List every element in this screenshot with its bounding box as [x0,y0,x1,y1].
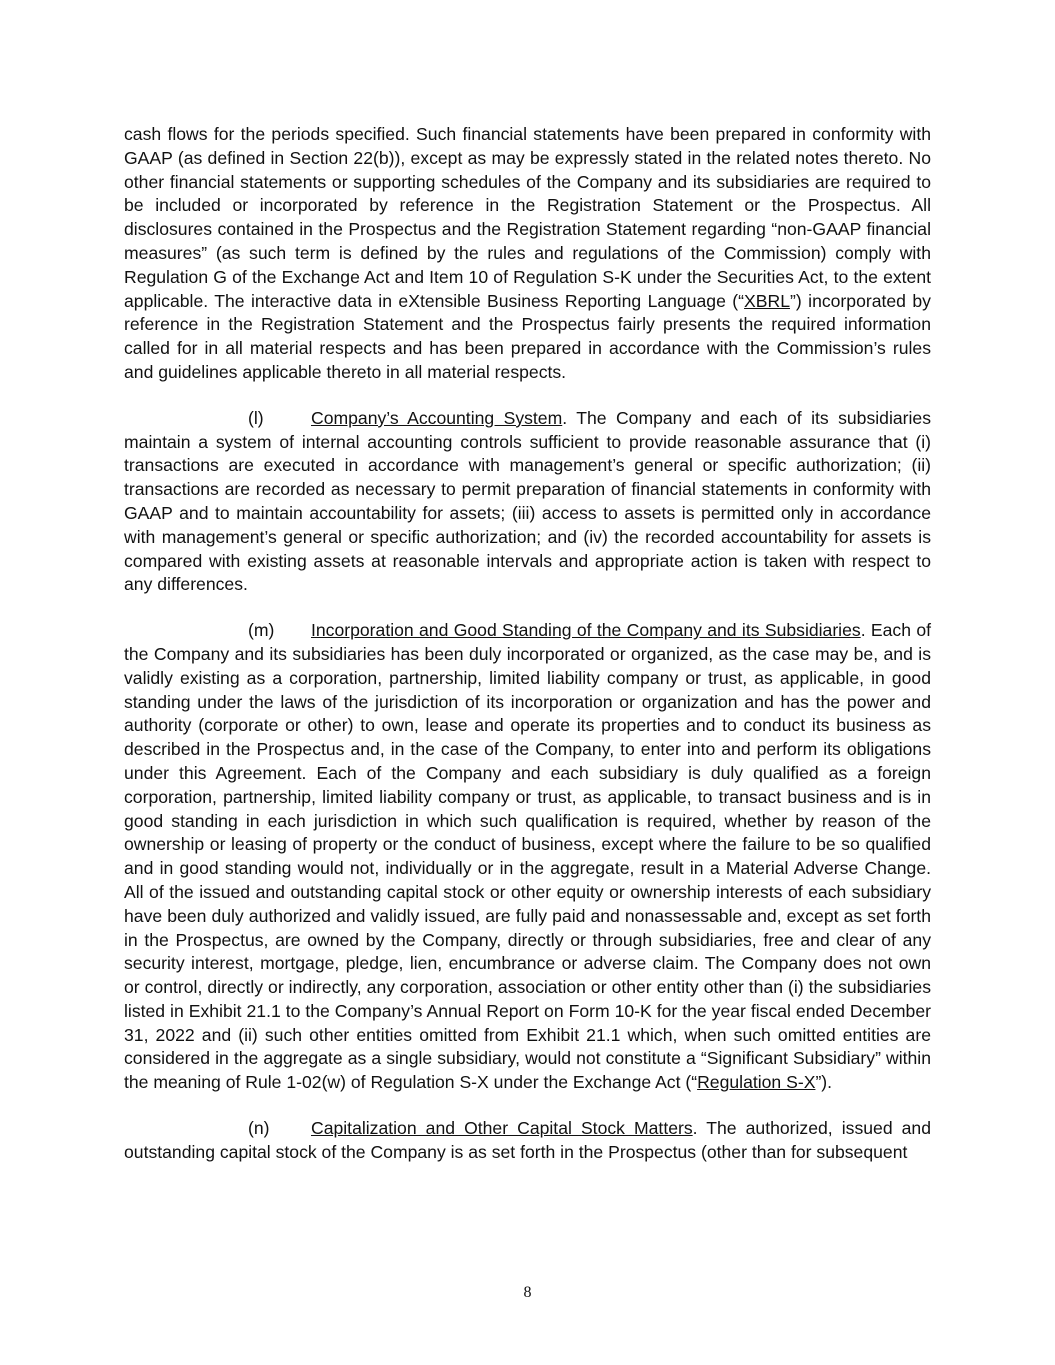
section-number: (m) [248,620,275,641]
section-heading: Incorporation and Good Standing of the Company and its Subsidiaries [311,620,861,641]
section-heading: Capitalization and Other Capital Stock Matters [311,1118,693,1139]
section-heading: Company’s Accounting System [311,407,563,428]
section-m: (m) Incorporation and Good Standing of the Company and its Subsidiaries. Each of the Company and its subsidiaries has been duly incorporated or organized, as the case may be, and is validly existing as a corporation, partnership, limited liability company or trust, as applicable, in good standing under the laws of the jurisdiction of its incorporation or organization and has the power and authority (corporate or other) to own, lease and operate its properties and to conduct its business as described in the Prospectus and, in the case of the Company, to enter into and perform its obligations under this Agreement. Each of the Company and each subsidiary is duly qualified as a foreign corporation, partnership, limited liability company or trust, as applicable, to transact business and is in good standing in each jurisdiction in which such qualification is required, whether by reason of the ownership or leasing of property or the conduct of business, except where the failure to be so qualified and in good standing would not, individually or in the aggregate, result in a Material Adverse Change. All of the issued and outstanding capital stock or other equity or ownership interests of each subsidiary have been duly authorized and validly issued, are fully paid and nonassessable and, except as set forth in the Prospectus, are owned by the Company, directly or through subsidiaries, free and clear of any security interest, mortgage, pledge, lien, encumbrance or adverse claim. The Company does not own or control, directly or indirectly, any corporation, association or other entity other than (i) the subsidiaries listed in Exhibit 21.1 to the Company’s Annual Report on Form 10-K for the year fiscal ended December 31, 2022 and (ii) such other entities omitted from Exhibit 21.1 which, when such omitted entities are considered in the aggregate as a single subsidiary, would not constitute a “Significant Subsidiary” within the meaning of Rule 1-02(w) of Regulation S-X under the Exchange Act (“Regulation S-X”). [124,620,931,1093]
section-number: (l) [248,407,264,428]
page-number: 8 [523,1284,532,1301]
defined-term-xbrl: XBRL [744,290,790,311]
defined-term-regulation-s-x: Regulation S-X [697,1072,816,1093]
paragraph-financial-statements: cash flows for the periods specified. Such financial statements have been prepared in conformity with GAAP (as defined in Section 22(b)), except as may be expressly stated in the related notes thereto. No other financial statements or supporting schedules of the Company and its subsidiaries are required to be included or incorporated by reference in the Registration Statement or the Prospectus. All disclosures contained in the Prospectus and the Registration Statement regarding “non-GAAP financial measures” (as such term is defined by the rules and regulations of the Commission) comply with Regulation G of the Exchange Act and Item 10 of Regulation S-K under the Securities Act, to the extent applicable. The interactive data in eXtensible Business Reporting Language (“XBRL”) incorporated by reference in the Registration Statement and the Prospectus fairly presents the required information called for in all material respects and has been prepared in accordance with the Commission’s rules and guidelines applicable thereto in all material respects. [124,124,931,382]
section-number: (n) [248,1118,270,1139]
section-n: (n) Capitalization and Other Capital Stock Matters. The authorized, issued and outstanding capital stock of the Company is as set forth in the Prospectus (other than for subsequent [124,1118,932,1162]
section-l: (l) Company’s Accounting System. The Company and each of its subsidiaries maintain a system of internal accounting controls sufficient to provide reasonable assurance that (i) transactions are executed in accordance with management’s general or specific authorization; (ii) transactions are recorded as necessary to permit preparation of financial statements in conformity with GAAP and to maintain accountability for assets; (iii) access to assets is permitted only in accordance with management’s general or specific authorization; and (iv) the recorded accountability for assets is compared with existing assets at reasonable intervals and appropriate action is taken with respect to any differences. [124,407,931,595]
document-body [124,123,931,1165]
